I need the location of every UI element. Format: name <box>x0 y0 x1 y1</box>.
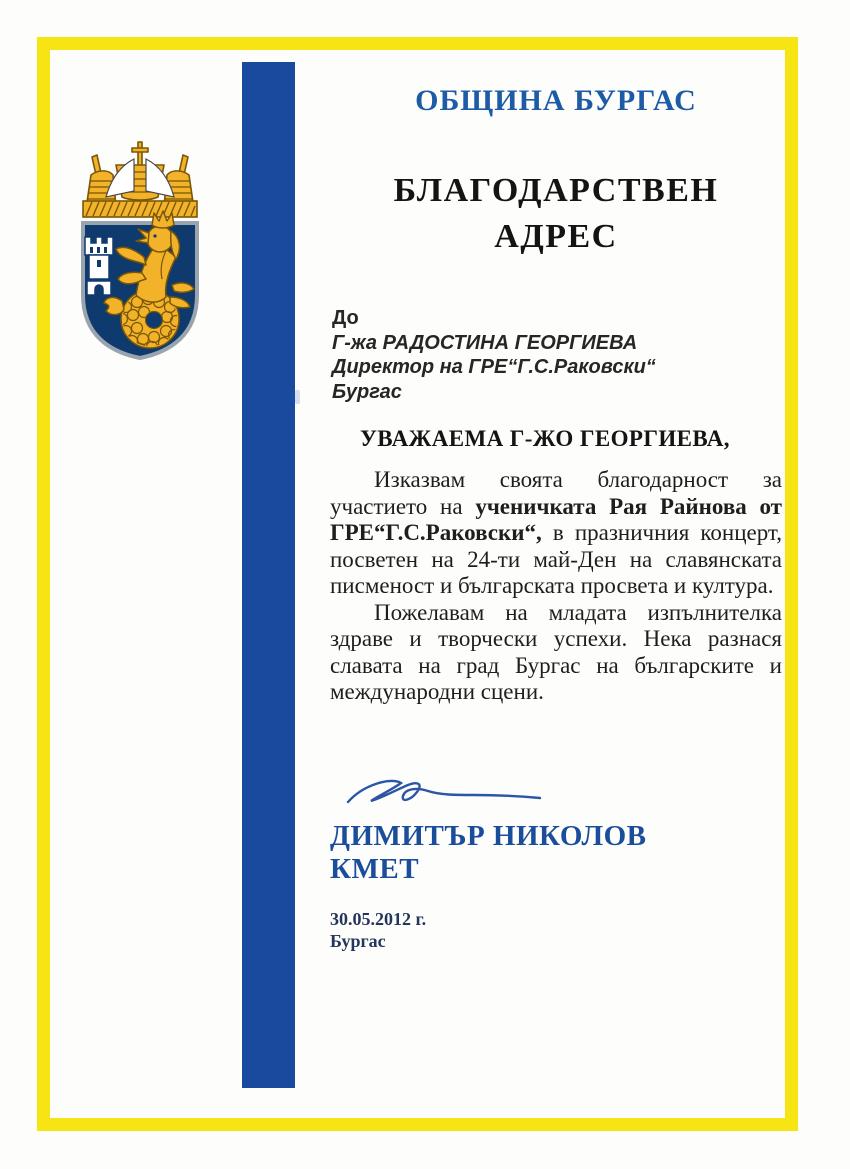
dateline-block <box>330 908 426 952</box>
burgas-coat-of-arms-icon <box>70 139 210 361</box>
letter-body <box>330 467 782 706</box>
signature-scribble-icon <box>338 770 550 816</box>
paragraph-1-post: в празничния концерт, посветен на 24-ти май-Ден на славянската писменост и българската просвета и култура. <box>330 520 782 598</box>
letter-content <box>330 0 782 1169</box>
addressee-city: Бургас <box>332 380 402 403</box>
signer-title: КМЕТ <box>330 853 420 885</box>
document-title-line2: АДРЕС <box>494 218 618 255</box>
signer-block <box>330 820 646 886</box>
scan-artifact <box>295 390 300 404</box>
paragraph-1-bold: ученичката Рая Райнова от ГРЕ“Г.С.Раковски“, <box>330 493 782 545</box>
paragraph-1-pre: Изказвам своята благодарност за участието на <box>330 467 782 519</box>
body-paragraph-1 <box>330 467 782 600</box>
salutation: УВАЖАЕМА Г-ЖО ГЕОРГИЕВА, <box>360 426 730 451</box>
addressee-to-label: До <box>332 307 359 329</box>
addressee-block <box>332 306 656 404</box>
dateline-date: 30.05.2012 г. <box>330 909 427 929</box>
addressee-name: Г-жа РАДОСТИНА ГЕОРГИЕВА <box>332 331 638 354</box>
addressee-role: Директор на ГРЕ“Г.С.Раковски“ <box>332 356 656 378</box>
document-title-line1: БЛАГОДАРСТВЕН <box>393 172 719 209</box>
decorative-blue-stripe <box>242 62 295 1088</box>
body-paragraph-2: Пожелавам на младата изпълнителка здраве и творчески успехи. Нека разнася славата на град Бургас на българските и международни сцени. <box>330 599 782 704</box>
signer-name: ДИМИТЪР НИКОЛОВ <box>330 820 647 852</box>
dateline-city: Бургас <box>330 931 386 951</box>
document-title <box>330 168 782 260</box>
org-title: ОБЩИНА БУРГАС <box>415 84 697 117</box>
